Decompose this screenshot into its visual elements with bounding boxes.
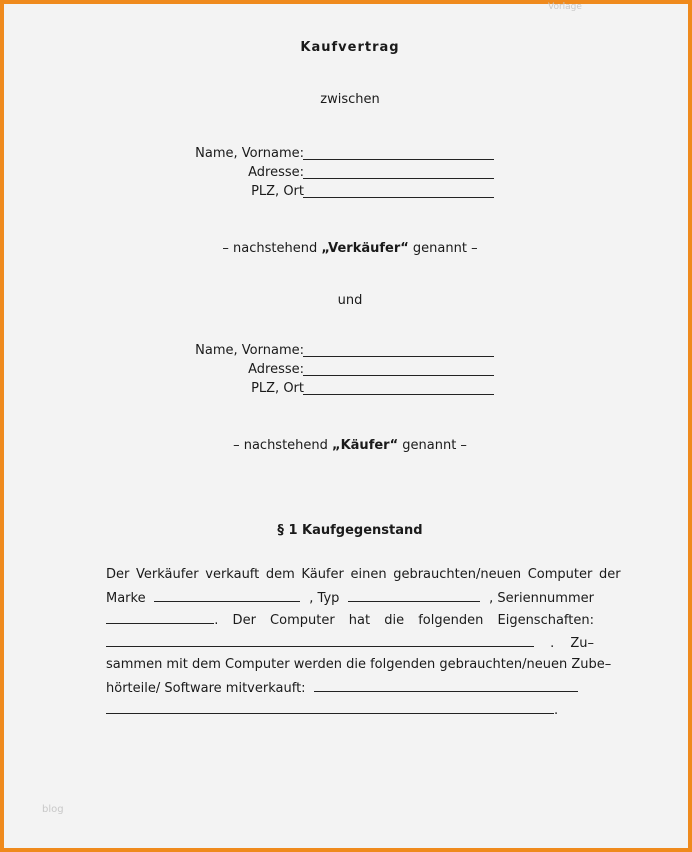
seller-name-label: Name, Vorname: xyxy=(195,146,304,161)
accessories-label: hörteile/ Software mitverkauft: xyxy=(106,680,306,696)
seller-address-row xyxy=(8,165,692,183)
section1-paragraph xyxy=(106,564,621,722)
seller-name-line[interactable] xyxy=(303,159,494,160)
serial-field[interactable] xyxy=(106,609,214,624)
section1-line-1 xyxy=(106,564,621,587)
document-title: Kaufvertrag xyxy=(300,40,400,55)
seller-city-line[interactable] xyxy=(303,197,494,198)
buyer-designation xyxy=(8,438,692,453)
brand-field[interactable] xyxy=(154,587,300,602)
and-text: und xyxy=(337,293,363,308)
seller-city-row xyxy=(8,184,692,202)
watermark-top: Vorlage xyxy=(548,2,582,12)
document-page xyxy=(8,2,692,852)
buyer-name-label: Name, Vorname: xyxy=(195,343,304,358)
buyer-designation-suffix: genannt – xyxy=(398,438,467,453)
buyer-city-label: PLZ, Ort xyxy=(251,381,304,396)
buyer-designation-bold: „Käufer“ xyxy=(332,438,399,453)
accessories-field[interactable] xyxy=(314,677,578,692)
type-field[interactable] xyxy=(348,587,480,602)
buyer-designation-prefix: – nachstehend xyxy=(233,438,333,453)
section1-line-3 xyxy=(106,609,594,632)
seller-designation-suffix: genannt – xyxy=(408,241,478,256)
brand-label: Marke xyxy=(106,590,146,606)
seller-address-line[interactable] xyxy=(303,178,494,179)
section1-heading: § 1 Kaufgegenstand xyxy=(277,523,423,538)
buyer-address-row xyxy=(8,362,692,380)
end-period: . xyxy=(554,703,559,718)
buyer-name-row xyxy=(8,343,692,361)
seller-designation xyxy=(8,241,692,256)
properties-field[interactable] xyxy=(106,632,534,647)
section1-line-6 xyxy=(106,677,594,700)
seller-designation-bold: „Verkäufer“ xyxy=(321,241,409,256)
between-text: zwischen xyxy=(320,92,380,107)
section1-line-4 xyxy=(106,632,594,655)
serial-label: , Seriennummer xyxy=(489,590,594,606)
together-prefix: . Zu– xyxy=(550,635,594,651)
seller-city-label: PLZ, Ort xyxy=(251,184,304,199)
section1-line5-text: sammen mit dem Computer werden die folgenden gebrauchten/neuen Zube– xyxy=(106,657,612,672)
section1-line-2 xyxy=(106,587,594,610)
seller-name-row xyxy=(8,146,692,164)
buyer-name-line[interactable] xyxy=(303,356,494,357)
buyer-address-line[interactable] xyxy=(303,375,494,376)
seller-address-label: Adresse: xyxy=(248,165,304,180)
properties-label: . Der Computer hat die folgenden Eigenschaften: xyxy=(214,613,594,628)
watermark-bottom: blog xyxy=(42,804,64,815)
buyer-city-row xyxy=(8,381,692,399)
seller-designation-prefix: – nachstehend xyxy=(222,241,322,256)
section1-line-5 xyxy=(106,654,612,677)
accessories-field-2[interactable] xyxy=(106,699,554,714)
buyer-city-line[interactable] xyxy=(303,394,494,395)
section1-line-7 xyxy=(106,699,594,722)
type-label: , Typ xyxy=(309,590,340,606)
section1-line1-text: Der Verkäufer verkauft dem Käufer einen gebrauchten/neuen Computer der xyxy=(106,567,621,582)
buyer-address-label: Adresse: xyxy=(248,362,304,377)
